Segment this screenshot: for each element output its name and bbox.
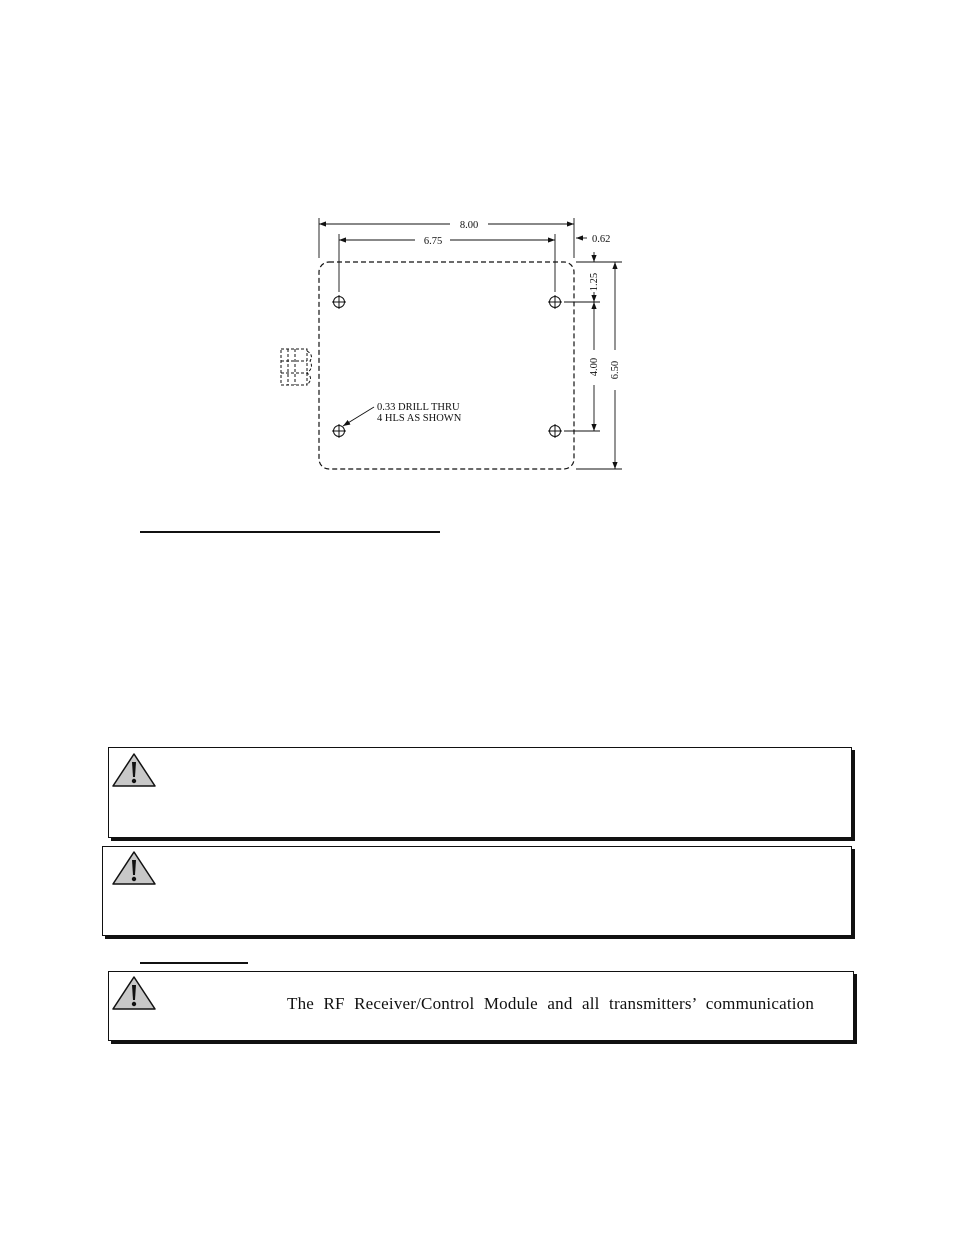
dim-hole-spacing-x-label: 6.75: [423, 236, 443, 247]
dim-overall-width: [319, 218, 574, 258]
dim-overall-width-label: 8.00: [459, 220, 479, 231]
subheading-underline: [140, 962, 248, 964]
hole-bottom-left: [332, 424, 346, 438]
drill-note-leader: [343, 407, 374, 426]
dim-edge-offset-y-label: 1.25: [589, 272, 600, 292]
warning-box-2: [102, 846, 852, 936]
warning-triangle-icon: [111, 850, 157, 886]
drill-note-line2: 4 HLS AS SHOWN: [377, 413, 462, 424]
mounting-dimension-drawing: [270, 210, 640, 482]
drill-note-line1: 0.33 DRILL THRU: [377, 402, 460, 413]
dim-hole-spacing-y-label: 4.00: [589, 357, 600, 377]
warning-box-1: [108, 747, 852, 838]
warning-box-3: [108, 971, 854, 1041]
mounting-diagram-svg: [270, 210, 640, 482]
enclosure-outline: [319, 262, 574, 469]
side-connector: [281, 349, 311, 385]
warning-text-3: The RF Receiver/Control Module and all transmitters’ communication: [287, 994, 815, 1013]
dim-edge-offset-x-label: 0.62: [592, 234, 611, 245]
hole-top-right: [548, 295, 562, 309]
section-heading-underline: [140, 531, 440, 533]
warning-triangle-icon: [111, 975, 157, 1011]
hole-top-left: [332, 295, 346, 309]
hole-bottom-right: [548, 424, 562, 438]
warning-triangle-icon: [111, 752, 157, 788]
dim-height-overall-label: 6.50: [610, 360, 621, 380]
dim-hole-spacing-x: [339, 234, 555, 292]
